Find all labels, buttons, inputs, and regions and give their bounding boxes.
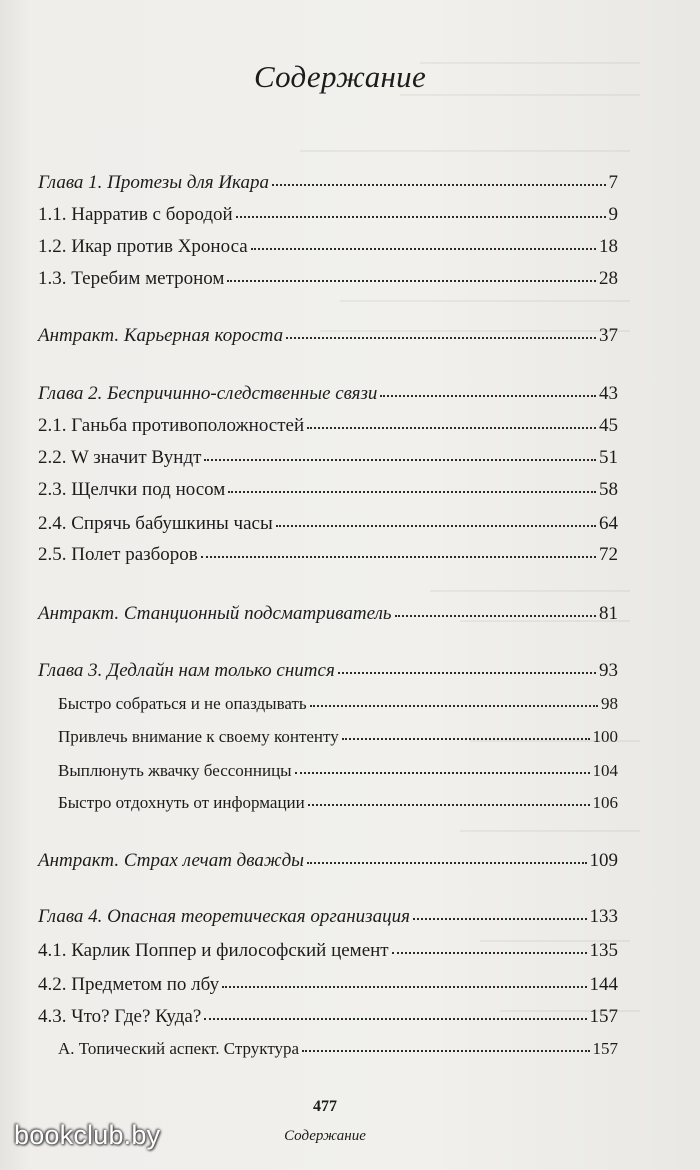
- toc-entry-page: 133: [589, 906, 618, 927]
- toc-entry-page: 28: [599, 268, 618, 289]
- toc-entry-page: 7: [608, 172, 618, 193]
- toc-entry: [38, 323, 618, 349]
- toc-entry-title: 1.3. Теребим метроном: [38, 268, 225, 289]
- dot-leader: [251, 247, 596, 250]
- toc-entry-title: 4.2. Предметом по лбу: [38, 974, 220, 995]
- toc-entry-page: 51: [599, 447, 618, 468]
- toc-entry-page: 135: [589, 940, 618, 961]
- toc-entry-page: 18: [599, 236, 618, 257]
- toc-entry: [58, 1036, 618, 1062]
- dot-leader: [380, 394, 596, 397]
- toc-entry-title: 1.2. Икар против Хроноса: [38, 236, 248, 257]
- toc-entry-title: 2.2. W значит Вундт: [38, 447, 202, 468]
- toc-entry: [38, 601, 618, 627]
- toc-entry-page: 64: [599, 513, 618, 534]
- toc-entry-page: 45: [599, 415, 618, 436]
- dot-leader: [310, 704, 598, 707]
- toc-entry-title: Быстро собраться и не опаздывать: [58, 694, 307, 713]
- toc-entry-title: 1.1. Нарратив с бородой: [38, 204, 233, 225]
- dot-leader: [295, 771, 590, 774]
- toc-entry: [38, 381, 618, 407]
- dot-leader: [204, 1017, 586, 1020]
- toc-entry: [38, 511, 618, 537]
- toc-entry: [38, 445, 618, 471]
- dot-leader: [276, 524, 596, 527]
- toc-entry: [38, 1004, 618, 1030]
- toc-entry-title: 2.3. Щелчки под носом: [38, 479, 226, 500]
- toc-entry-title: 4.1. Карлик Поппер и философский цемент: [38, 940, 389, 961]
- toc-entry-title: 2.1. Ганьба противоположностей: [38, 415, 305, 436]
- toc-entry-page: 106: [592, 793, 618, 812]
- toc-entry-page: 58: [599, 479, 618, 500]
- toc-entry: [38, 413, 618, 439]
- toc-entry-title: 4.3. Что? Где? Куда?: [38, 1006, 202, 1027]
- dot-leader: [236, 215, 606, 218]
- toc-entry-title: Антракт. Карьерная короста: [38, 325, 284, 346]
- toc-entry: [38, 658, 618, 684]
- page-number: 477: [313, 1098, 337, 1115]
- toc-entry-page: 72: [599, 544, 618, 565]
- toc-entry: [38, 938, 618, 964]
- toc-entry: [38, 266, 618, 292]
- toc-entry-title: Глава 1. Протезы для Икара: [38, 172, 269, 193]
- toc-entry-title: 2.5. Полет разборов: [38, 544, 198, 565]
- toc-entry-title: Глава 2. Беспричинно-следственные связи: [38, 383, 378, 404]
- page-title: Содержание: [253, 58, 427, 94]
- toc-entry: [38, 972, 618, 998]
- toc-entry-title: 2.4. Спрячь бабушкины часы: [38, 513, 273, 534]
- toc-entry-title: Глава 4. Опасная теоретическая организация: [38, 906, 410, 927]
- dot-leader: [201, 555, 596, 558]
- toc-entry-page: 9: [608, 204, 618, 225]
- toc-entry-page: 100: [592, 727, 618, 746]
- toc-entry-title: Выплюнуть жвачку бессонницы: [58, 761, 292, 780]
- dot-leader: [392, 951, 587, 954]
- toc-entry-page: 98: [601, 694, 618, 713]
- dot-leader: [413, 917, 587, 920]
- dot-leader: [307, 861, 586, 864]
- dot-leader: [227, 279, 596, 282]
- dot-leader: [286, 336, 596, 339]
- toc-entry: [38, 202, 618, 228]
- toc-entry: [38, 234, 618, 260]
- toc-entry: [38, 477, 618, 503]
- toc-entry-page: 109: [589, 850, 618, 871]
- toc-entry: [58, 790, 618, 816]
- toc-entry-page: 37: [599, 325, 618, 346]
- dot-leader: [272, 183, 606, 186]
- toc-entry: [58, 724, 618, 750]
- dot-leader: [308, 803, 590, 806]
- toc-entry-page: 104: [592, 761, 618, 780]
- running-head: Содержание: [284, 1128, 366, 1144]
- toc-entry-title: Привлечь внимание к своему контенту: [58, 727, 339, 746]
- toc-entry-title: А. Топический аспект. Структура: [58, 1039, 300, 1058]
- dot-leader: [302, 1049, 589, 1052]
- toc-entry-page: 144: [589, 974, 618, 995]
- dot-leader: [338, 671, 596, 674]
- toc-entry-title: Быстро отдохнуть от информации: [58, 793, 305, 812]
- dot-leader: [228, 490, 596, 493]
- toc-entry-title: Антракт. Станционный подсматриватель: [38, 603, 392, 624]
- toc-entry: [58, 758, 618, 784]
- toc-entry-page: 81: [599, 603, 618, 624]
- dot-leader: [395, 614, 596, 617]
- toc-entry-page: 43: [599, 383, 618, 404]
- dot-leader: [342, 737, 590, 740]
- toc-entry: [58, 691, 618, 717]
- toc-entry-page: 93: [599, 660, 618, 681]
- toc-entry: [38, 904, 618, 930]
- toc-entry: [38, 542, 618, 568]
- toc-entry: [38, 170, 618, 196]
- dot-leader: [222, 985, 586, 988]
- toc-entry-title: Глава 3. Дедлайн нам только снится: [38, 660, 335, 681]
- watermark-logo: bookclub.by: [14, 1120, 161, 1150]
- toc-entry-page: 157: [589, 1006, 618, 1027]
- toc-entry: [38, 848, 618, 874]
- dot-leader: [204, 458, 596, 461]
- toc-entry-title: Антракт. Страх лечат дважды: [38, 850, 305, 871]
- toc-entry-page: 157: [592, 1039, 618, 1058]
- dot-leader: [307, 426, 596, 429]
